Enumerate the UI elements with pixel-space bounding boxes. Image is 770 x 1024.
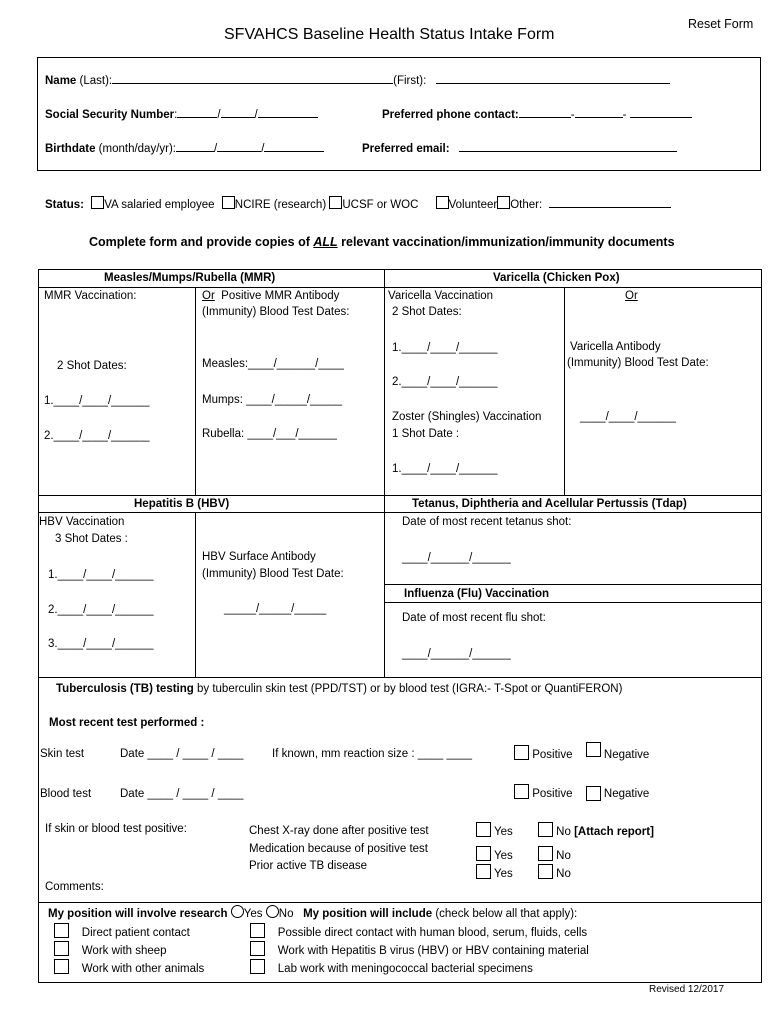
blood-negative-checkbox[interactable] (586, 786, 601, 801)
tb-q2-no-checkbox[interactable] (538, 846, 553, 861)
zoster-shot-date-label: 1 Shot Date : (392, 428, 460, 440)
skin-test-result: Positive Negative (514, 742, 649, 761)
varicella-antibody-date-field[interactable]: ____/____/______ (580, 411, 676, 423)
email-field[interactable] (459, 140, 677, 152)
tdap-label: Date of most recent tetanus shot: (402, 516, 572, 528)
tdap-header: Tetanus, Diphtheria and Acellular Pertussis (Tdap) (412, 498, 687, 510)
varicella-antibody-label: Varicella Antibody (570, 341, 661, 353)
birth-day-field[interactable] (217, 140, 261, 152)
first-name-field[interactable] (436, 72, 670, 84)
skin-negative-checkbox[interactable] (586, 742, 601, 757)
tb-q3-answers: Yes No (476, 864, 571, 880)
blood-test-label: Blood test (40, 788, 92, 800)
last-name-field[interactable] (112, 72, 393, 84)
phone-part3-field[interactable] (630, 106, 692, 118)
research-yes-label: Yes (243, 908, 263, 920)
tb-q1-yes-checkbox[interactable] (476, 822, 491, 837)
skin-test-label: Skin test (40, 748, 85, 760)
mmr-antibody-label: Or Positive MMR Antibody (202, 290, 340, 302)
phone-row (382, 106, 692, 121)
phone-part1-field[interactable] (519, 106, 571, 118)
status-option-label: Volunteer (448, 199, 498, 211)
position-right-item: Work with Hepatitis B virus (HBV) or HBV containing material (250, 941, 589, 957)
phone-part2-field[interactable] (575, 106, 623, 118)
ssn-row: Social Security Number: / / (45, 106, 318, 121)
include-label: My position will include (303, 908, 433, 920)
ssn-sep: / (254, 109, 258, 121)
research-yes-radio[interactable] (231, 905, 244, 918)
status-other-field[interactable] (549, 196, 671, 208)
measles-date-field[interactable]: Measles:____/______/____ (202, 358, 344, 370)
hbv-shot3-field[interactable]: 3.____/____/______ (48, 638, 154, 650)
status-volunteer-checkbox[interactable] (436, 196, 449, 209)
position-left-item: Direct patient contact (54, 923, 190, 939)
hbv-shot-dates-label: 3 Shot Dates : (55, 533, 128, 545)
email-row (362, 140, 677, 155)
skin-positive-checkbox[interactable] (514, 745, 529, 760)
position-left-item: Work with sheep (54, 941, 167, 957)
blood-test-result: Positive Negative (514, 784, 649, 801)
ssn-part1-field[interactable] (177, 106, 217, 118)
tb-q2-yes-checkbox[interactable] (476, 846, 491, 861)
status-option-label: UCSF or WOC (342, 199, 419, 211)
position-left-item: Work with other animals (54, 959, 204, 975)
hbv-shot1-field[interactable]: 1.____/____/______ (48, 569, 154, 581)
zoster-label: Zoster (Shingles) Vaccination (392, 411, 542, 423)
blood-test-date-field[interactable]: Date ____ / ____ / ____ (120, 788, 244, 800)
email-label: Preferred email: (362, 143, 450, 155)
sheep-checkbox[interactable] (54, 941, 69, 956)
phone-label: Preferred phone contact: (382, 109, 519, 121)
ssn-sep: / (217, 109, 221, 121)
mumps-date-field[interactable]: Mumps: ____/_____/_____ (202, 394, 343, 406)
if-positive-label: If skin or blood test positive: (45, 823, 187, 835)
hbv-antibody-label: HBV Surface Antibody (202, 551, 316, 563)
flu-label: Date of most recent flu shot: (402, 612, 546, 624)
tb-q1-no-checkbox[interactable] (538, 822, 553, 837)
mmr-shot2-field[interactable]: 2.____/____/______ (44, 430, 150, 442)
ssn-part3-field[interactable] (258, 106, 318, 118)
varicella-antibody-label2: (Immunity) Blood Test Date: (567, 357, 709, 369)
comments-label: Comments: (45, 881, 104, 893)
form-title: SFVAHCS Baseline Health Status Intake Form (224, 26, 555, 43)
tb-q3-no-checkbox[interactable] (538, 864, 553, 879)
tdap-date-field[interactable]: ____/______/______ (402, 552, 511, 564)
phone-sep: - (570, 109, 575, 121)
status-other-checkbox[interactable] (497, 196, 510, 209)
research-no-radio[interactable] (266, 905, 279, 918)
varicella-shot1-field[interactable]: 1.____/____/______ (392, 342, 498, 354)
flu-date-field[interactable]: ____/______/______ (402, 648, 511, 660)
birthdate-label: Birthdate (45, 143, 96, 155)
position-right-item: Possible direct contact with human blood, serum, fluids, cells (250, 923, 587, 939)
mmr-antibody-label2: (Immunity) Blood Test Dates: (202, 306, 350, 318)
hbv-header: Hepatitis B (HBV) (134, 498, 230, 510)
position-right-item: Lab work with meningococcal bacterial specimens (250, 959, 533, 975)
tb-heading: Tuberculosis (TB) testing by tuberculin skin test (PPD/TST) or by blood test (IGRA:- T-Spot or QuantiFERON) (56, 683, 623, 695)
status-va-checkbox[interactable] (91, 196, 104, 209)
name-first-label: (First): (393, 75, 427, 87)
tb-q1-answers: Yes No [Attach report] (476, 822, 654, 838)
varicella-shot-dates-label: 2 Shot Dates: (392, 306, 462, 318)
name-last-label: (Last): (76, 75, 113, 87)
tb-q2-label: Medication because of positive test (249, 843, 428, 855)
status-row (45, 196, 671, 211)
rubella-date-field[interactable]: Rubella: ____/__​_/______ (202, 428, 337, 440)
status-ncire-checkbox[interactable] (222, 196, 235, 209)
mmr-shot1-field[interactable]: 1.____/____/______ (44, 395, 150, 407)
status-option-label: Other: (510, 199, 543, 211)
blood-contact-checkbox[interactable] (250, 923, 265, 938)
blood-positive-checkbox[interactable] (514, 784, 529, 799)
varicella-shot2-field[interactable]: 2.____/____/______ (392, 376, 498, 388)
research-label: My position will involve research (48, 908, 228, 920)
other-animals-checkbox[interactable] (54, 959, 69, 974)
birth-month-field[interactable] (176, 140, 214, 152)
hbv-shot2-field[interactable]: 2.____/____/______ (48, 604, 154, 616)
direct-patient-checkbox[interactable] (54, 923, 69, 938)
zoster-shot1-field[interactable]: 1.____/____/______ (392, 463, 498, 475)
tb-most-recent-label: Most recent test performed : (49, 717, 205, 729)
status-option-label: NCIRE (research) (234, 199, 327, 211)
status-ucsf-checkbox[interactable] (329, 196, 342, 209)
tb-q3-yes-checkbox[interactable] (476, 864, 491, 879)
phone-sep: - (622, 109, 627, 121)
mmr-header: Measles/Mumps/Rubella (MMR) (104, 272, 276, 284)
varicella-vaccination-label: Varicella Vaccination (388, 290, 494, 302)
reset-form-button[interactable]: Reset Form (688, 17, 754, 31)
flu-header: Influenza (Flu) Vaccination (404, 588, 550, 600)
hbv-vaccination-label: HBV Vaccination (39, 516, 125, 528)
tb-q1-label: Chest X-ray done after positive test (249, 825, 429, 837)
revised-date: Revised 12/2017 (649, 984, 725, 995)
name-row (45, 72, 670, 87)
attach-report-label: [Attach report] (574, 826, 654, 838)
skin-test-mm-field[interactable]: If known, mm reaction size : ____ ____ (272, 748, 473, 760)
status-option-label: VA salaried employee (104, 199, 215, 211)
mmr-vaccination-label: MMR Vaccination: (44, 290, 137, 302)
varicella-header: Varicella (Chicken Pox) (493, 272, 620, 284)
birthdate-hint: (month/day/yr): (95, 143, 177, 155)
tb-q2-answers: Yes No (476, 846, 571, 862)
skin-test-date-field[interactable]: Date ____ / ____ / ____ (120, 748, 244, 760)
instruction-text: Complete form and provide copies of ALL relevant vaccination/immunization/immunity documents (89, 235, 675, 249)
hbv-antibody-date-field[interactable]: _____/_____/_____ (224, 603, 327, 615)
tb-q3-label: Prior active TB disease (249, 860, 368, 872)
varicella-or: Or (625, 290, 638, 302)
status-label: Status: (45, 199, 84, 211)
birthdate-row: Birthdate (month/day/yr): / / (45, 140, 324, 155)
birth-year-field[interactable] (264, 140, 324, 152)
ssn-part2-field[interactable] (221, 106, 255, 118)
research-row (48, 905, 577, 920)
mmr-shot-dates-label: 2 Shot Dates: (57, 360, 127, 372)
ssn-label: Social Security Number (45, 109, 175, 121)
hbv-work-checkbox[interactable] (250, 941, 265, 956)
meningococcal-checkbox[interactable] (250, 959, 265, 974)
name-label: Name (45, 75, 77, 87)
research-no-label: No (278, 908, 294, 920)
hbv-antibody-label2: (Immunity) Blood Test Date: (202, 568, 344, 580)
include-hint: (check below all that apply): (432, 908, 578, 920)
